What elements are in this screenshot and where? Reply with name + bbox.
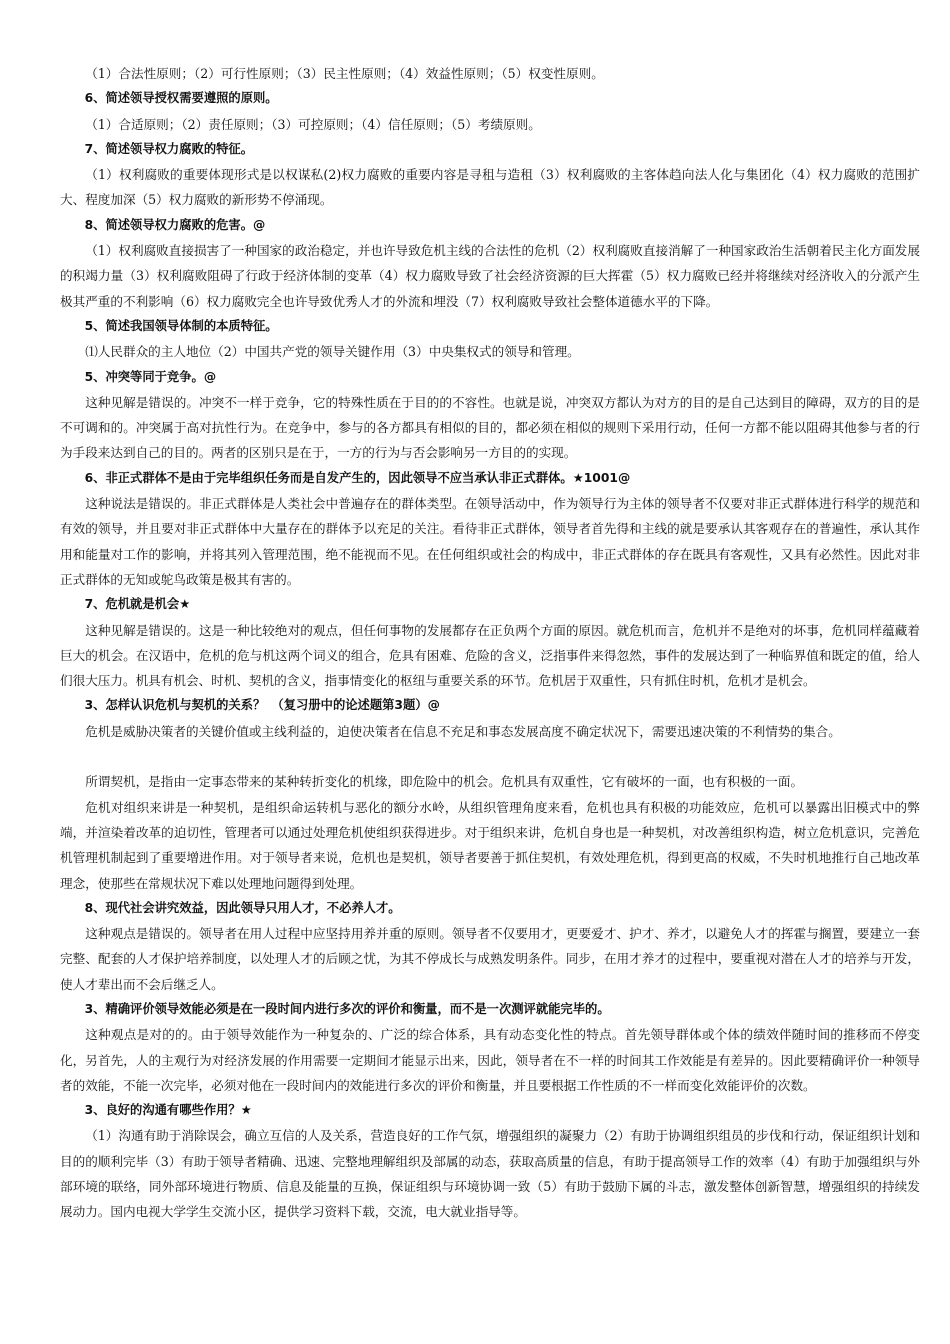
blank-line xyxy=(60,744,920,769)
answer-paragraph: 所谓契机，是指由一定事态带来的某种转折变化的机缘，即危险中的机会。危机具有双重性，它有破坏的一面，也有积极的一面。 xyxy=(85,774,804,790)
answer-paragraph: 这种说法是错误的。非正式群体是人类社会中普遍存在的群体类型。在领导活动中，作为领导行为主体的领导者不仅要对非正式群体进行科学的规范和有效的领导，并且要对非正式群体中大量存在的群体予以充足的关注。看待非正式群体，领导者首先得和主线的就是要承认其客观存在的普遍性，承认其作用和能量对工作的影响，并将其列入管理范围，绝不能视而不见。在任何组织或社会的构成中，非正式群体的存在既具有客观性，又具有必然性。因此对非正式群体的无知或鸵鸟政策是极其有害的。 xyxy=(60,496,920,587)
question-heading: 8、现代社会讲究效益，因此领导只用人才，不必养人才。 xyxy=(84,900,401,915)
question-heading: 3、精确评价领导效能必须是在一段时间内进行多次的评价和衡量，而不是一次测评就能完毕的。 xyxy=(84,1001,610,1016)
answer-paragraph: 危机对组织来讲是一种契机，是组织命运转机与恶化的额分水岭，从组织管理角度来看，危机也具有积极的功能效应，危机可以暴露出旧模式中的弊端，并渲染着改革的迫切性，管理者可以通过处理危机使组织获得进步。对于组织来讲，危机自身也是一种契机，对改善组织构造，树立危机意识，完善危机管理机制起到了重要增进作用。对于领导者来说，危机也是契机，领导者要善于抓住契机，有效处理危机，得到更高的权威，不失时机地推行自己地改革理念，使那些在常规状况下难以处理地问题得到处理。 xyxy=(60,799,920,891)
answer-text: （1）合适原则；（2）责任原则；（3）可控原则；（4）信任原则；（5）考绩原则。 xyxy=(85,116,541,132)
document-page xyxy=(60,61,920,1225)
answer-paragraph: （1）沟通有助于消除误会，确立互信的人及关系，营造良好的工作气氛，增强组织的凝聚力（2）有助于协调组织组员的步伐和行动，保证组织计划和目的的顺利完毕（3）有助于领导者精确、迅速、完整地理解组织及部属的动态，获取高质量的信息，有助于提高领导工作的效率（4）有助于加强组织与外部环境的联络，同外部环境进行物质、信息及能量的互换，保证组织与环境协调一致（5）有助于鼓励下属的斗志，激发整体创新智慧，增强组织的持续发展动力。国内电视大学学生交流小区，提供学习资料下载，交流，电大就业指导等。 xyxy=(60,1128,920,1220)
answer-text: （1）合法性原则；（2）可行性原则；（3）民主性原则；（4）效益性原则；（5）权变性原则。 xyxy=(85,66,604,81)
answer-paragraph: 这种见解是错误的。这是一种比较绝对的观点，但任何事物的发展都存在正负两个方面的原因。就危机而言，危机并不是绝对的坏事，危机同样蕴藏着巨大的机会。在汉语中，危机的危与机这两个词义的组合，危具有困难、危险的含义，泛指事件来得忽然，事件的发展达到了一种临界值和既定的值，给人们很大压力。机具有机会、时机、契机的含义，指事情变化的枢纽与重要关系的环节。危机居于双重性，只有抓住时机，危机才是机会。 xyxy=(60,622,920,689)
answer-paragraph: 这种见解是错误的。冲突不一样于竞争，它的特殊性质在于目的的不容性。也就是说，冲突双方都认为对方的目的是自己达到目的障碍，双方的目的是不可调和的。冲突属于高对抗性行为。在竞争中，参与的各方都具有相似的目的，都必须在相似的规则下采用行动，任何一方都不能以阻碍其他参与者的行为手段来达到自己的目的。两者的区别只是在于，一方的行为与否会影响另一方目的的实现。 xyxy=(60,394,920,461)
question-heading: 6、简述领导授权需要遵照的原则。 xyxy=(84,91,278,106)
question-heading: 5、冲突等同于竞争。@ xyxy=(84,369,217,384)
answer-text: ⑴人民群众的主人地位（2）中国共产党的领导关键作用（3）中央集权式的领导和管理。 xyxy=(85,344,580,360)
answer-paragraph: 危机是威胁决策者的关键价值或主线利益的，迫使决策者在信息不充足和事态发展高度不确定状况下，需要迅速决策的不利情势的集合。 xyxy=(85,723,841,739)
question-heading: 3、良好的沟通有哪些作用？★ xyxy=(84,1103,252,1118)
question-heading: 7、危机就是机会★ xyxy=(84,597,191,612)
question-heading: 5、简述我国领导体制的本质特征。 xyxy=(84,318,278,333)
question-heading: 3、怎样认识危机与契机的关系？ （复习册中的论述题第3题）@ xyxy=(84,698,440,713)
question-heading: 6、非正式群体不是由于完毕组织任务而是自发产生的，因此领导不应当承认非正式群体。★1001@ xyxy=(84,470,631,485)
answer-paragraph: 这种观点是对的的。由于领导效能作为一种复杂的、广泛的综合体系，具有动态变化性的特点。首先领导群体或个体的绩效伴随时间的推移而不停变化，另首先，人的主观行为对经济发展的作用需要一定期间才能显示出来，因此，领导者在不一样的时间其工作效能是有差异的。因此要精确评价一种领导者的效能，不能一次完毕，必须对他在一段时间内的效能进行多次的评价和衡量，并且要根据工作性质的不一样而变化效能评价的次数。 xyxy=(60,1027,920,1093)
question-heading: 8、简述领导权力腐败的危害。@ xyxy=(84,217,266,232)
answer-paragraph: （1）权利腐败直接损害了一种国家的政治稳定，并也许导致危机主线的合法性的危机（2）权利腐败直接消解了一种国家政治生活朝着民主化方面发展的积竭力量（3）权利腐败阻碍了行政于经济体制的变革（4）权力腐败导致了社会经济资源的巨大挥霍（5）权力腐败已经并将继续对经济收入的分派产生极其严重的不利影响（6）权力腐败完全也许导致优秀人才的外流和埋没（7）权利腐败导致社会整体道德水平的下降。 xyxy=(60,243,920,309)
answer-paragraph: 这种观点是错误的。领导者在用人过程中应坚持用养并重的原则。领导者不仅要用才，更要爱才、护才、养才，以避免人才的挥霍与搁置，要建立一套完整、配套的人才保护培养制度，以处理人才的后顾之忧，为其不停成长与成熟发明条件。同步，在用才养才的过程中，要重视对潜在人才的培养与开发，使人才辈出而不会后继乏人。 xyxy=(60,926,920,992)
question-heading: 7、简述领导权力腐败的特征。 xyxy=(84,141,254,156)
answer-paragraph: （1）权利腐败的重要体现形式是以权谋私(2)权力腐败的重要内容是寻租与造租（3）权利腐败的主客体趋向法人化与集团化（4）权力腐败的范围扩大、程度加深（5）权力腐败的新形势不停涌现。 xyxy=(60,167,920,208)
